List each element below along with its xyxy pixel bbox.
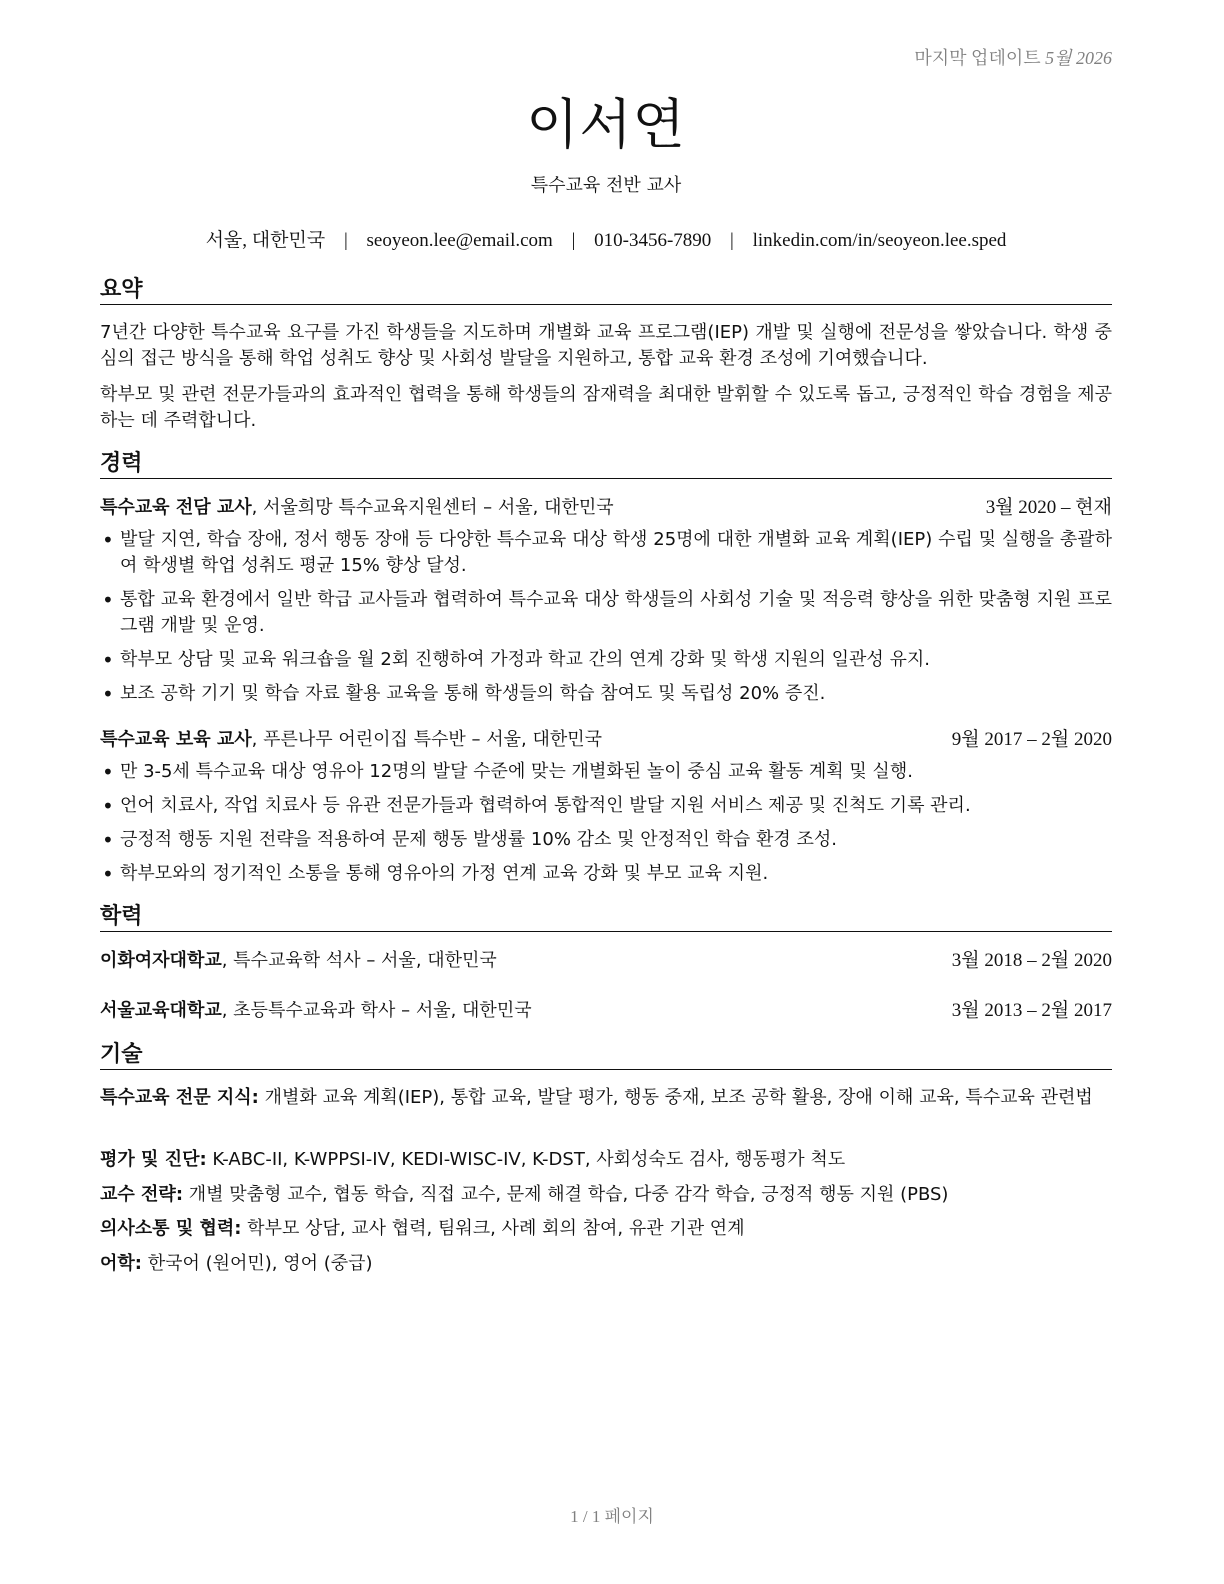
- experience-date: 9월 2017 – 2월 2020: [951, 729, 1112, 750]
- list-item: • 학부모와의 정기적인 소통을 통해 영유아의 가정 연계 교육 강화 및 부모 교육 지원.: [100, 861, 1112, 887]
- contact-separator: |: [730, 230, 734, 251]
- contact-separator: |: [343, 230, 348, 251]
- candidate-title: 특수교육 전반 교사: [530, 175, 682, 196]
- resume-page: [100, 0, 1112, 1584]
- list-item: • 만 3-5세 특수교육 대상 영유아 12명의 발달 수준에 맞는 개별화된 놀이 중심 교육 활동 계획 및 실행.: [100, 759, 1112, 785]
- education-date: 3월 2018 – 2월 2020: [951, 950, 1112, 971]
- skill-value: 한국어 (원어민), 영어 (중급): [141, 1253, 373, 1274]
- list-item: • 긍정적 행동 지원 전략을 적용하여 문제 행동 발생률 10% 감소 및 안정적인 학습 환경 조성.: [100, 827, 1112, 853]
- skill-row: [100, 1085, 1112, 1111]
- last-updated: [914, 44, 1112, 70]
- skill-value: 학부모 상담, 교사 협력, 팀워크, 사례 회의 참여, 유관 기관 연계: [241, 1218, 745, 1239]
- page-number: 1 / 1 페이지: [570, 1507, 654, 1526]
- skill-value: 개별화 교육 계획(IEP), 통합 교육, 발달 평가, 행동 중재, 보조 공학 활용, 장애 이해 교육, 특수교육 관련법: [258, 1087, 1093, 1108]
- last-updated-year: 2026: [1076, 48, 1112, 68]
- list-item: • 통합 교육 환경에서 일반 학급 교사들과 협력하여 특수교육 대상 학생들의 사회성 기술 및 적응력 향상을 위한 맞춤형 지원 프로그램 개발 및 운영.: [100, 587, 1112, 639]
- summary-paragraph: 학부모 및 관련 전문가들과의 효과적인 협력을 통해 학생들의 잠재력을 최대한 발휘할 수 있도록 돕고, 긍정적인 학습 경험을 제공하는 데 주력합니다.: [100, 384, 1112, 431]
- contact-phone[interactable]: 010-3456-7890: [594, 230, 712, 251]
- education-detail: , 특수교육학 석사 – 서울, 대한민국: [221, 950, 497, 971]
- skill-row: [100, 1216, 1112, 1242]
- skill-label: 교수 전략:: [100, 1184, 184, 1205]
- list-item: • 발달 지연, 학습 장애, 정서 행동 장애 등 다양한 특수교육 대상 학생 25명에 대한 개별화 교육 계획(IEP) 수립 및 실행을 총괄하여 학생별 학업 성취도 평균 15% 향상 달성.: [100, 527, 1112, 579]
- section-title-experience: 경력: [100, 450, 1112, 479]
- skill-value: 개별 맞춤형 교수, 협동 학습, 직접 교수, 문제 해결 학습, 다중 감각 학습, 긍정적 행동 지원 (PBS): [183, 1184, 949, 1205]
- skill-label: 평가 및 진단:: [100, 1149, 207, 1170]
- skill-row: [100, 1147, 1112, 1173]
- skill-label: 특수교육 전문 지식:: [100, 1087, 259, 1108]
- list-item: • 보조 공학 기기 및 학습 자료 활용 교육을 통해 학생들의 학습 참여도 및 독립성 20% 증진.: [100, 681, 1112, 707]
- experience-bullets: [100, 527, 1112, 715]
- summary-paragraph: 7년간 다양한 특수교육 요구를 가진 학생들을 지도하며 개별화 교육 프로그램(IEP) 개발 및 실행에 전문성을 쌓았습니다. 학생 중심의 접근 방식을 통해 학업 성취도 향상 및 사회성 발달을 지원하고, 통합 교육 환경 조성에 기여했습니다.: [100, 322, 1112, 369]
- experience-org: , 서울희망 특수교육지원센터 – 서울, 대한민국: [251, 497, 614, 518]
- experience-bullets: [100, 759, 1112, 895]
- list-item: • 학부모 상담 및 교육 워크숍을 월 2회 진행하여 가정과 학교 간의 연계 강화 및 학생 지원의 일관성 유지.: [100, 647, 1112, 673]
- experience-entry-header: [100, 727, 1112, 753]
- education-date: 3월 2013 – 2월 2017: [951, 1000, 1112, 1021]
- section-title-education: 학력: [100, 903, 1112, 932]
- contact-location: 서울, 대한민국: [205, 230, 326, 251]
- section-title-summary: 요약: [100, 276, 1112, 305]
- experience-role: 특수교육 전담 교사: [100, 497, 252, 518]
- experience-role: 특수교육 보육 교사: [100, 729, 252, 750]
- education-detail: , 초등특수교육과 학사 – 서울, 대한민국: [221, 1000, 532, 1021]
- last-updated-label: 마지막 업데이트: [914, 48, 1041, 68]
- section-title-skills: 기술: [100, 1041, 1112, 1070]
- skill-label: 어학:: [100, 1253, 142, 1274]
- education-school: 이화여자대학교: [100, 950, 222, 971]
- education-entry: [100, 948, 1112, 974]
- skill-label: 의사소통 및 협력:: [100, 1218, 242, 1239]
- contact-linkedin[interactable]: linkedin.com/in/seoyeon.lee.sped: [752, 230, 1007, 251]
- experience-date: 3월 2020 – 현재: [985, 497, 1112, 518]
- skill-value: K-ABC-II, K-WPPSI-IV, KEDI-WISC-IV, K-DST, 사회성숙도 검사, 행동평가 척도: [206, 1149, 846, 1170]
- education-school: 서울교육대학교: [100, 1000, 222, 1021]
- last-updated-month: 5월: [1045, 48, 1072, 68]
- contact-email[interactable]: seoyeon.lee@email.com: [366, 230, 553, 251]
- skill-row: [100, 1251, 1112, 1277]
- education-entry: [100, 998, 1112, 1024]
- experience-entry-header: [100, 495, 1112, 521]
- experience-org: , 푸른나무 어린이집 특수반 – 서울, 대한민국: [251, 729, 603, 750]
- contact-separator: |: [571, 230, 576, 251]
- skill-row: [100, 1182, 1112, 1208]
- candidate-name: 이서연: [526, 93, 686, 156]
- list-item: • 언어 치료사, 작업 치료사 등 유관 전문가들과 협력하여 통합적인 발달 지원 서비스 제공 및 진척도 기록 관리.: [100, 793, 1112, 819]
- contact-line: [100, 225, 1112, 252]
